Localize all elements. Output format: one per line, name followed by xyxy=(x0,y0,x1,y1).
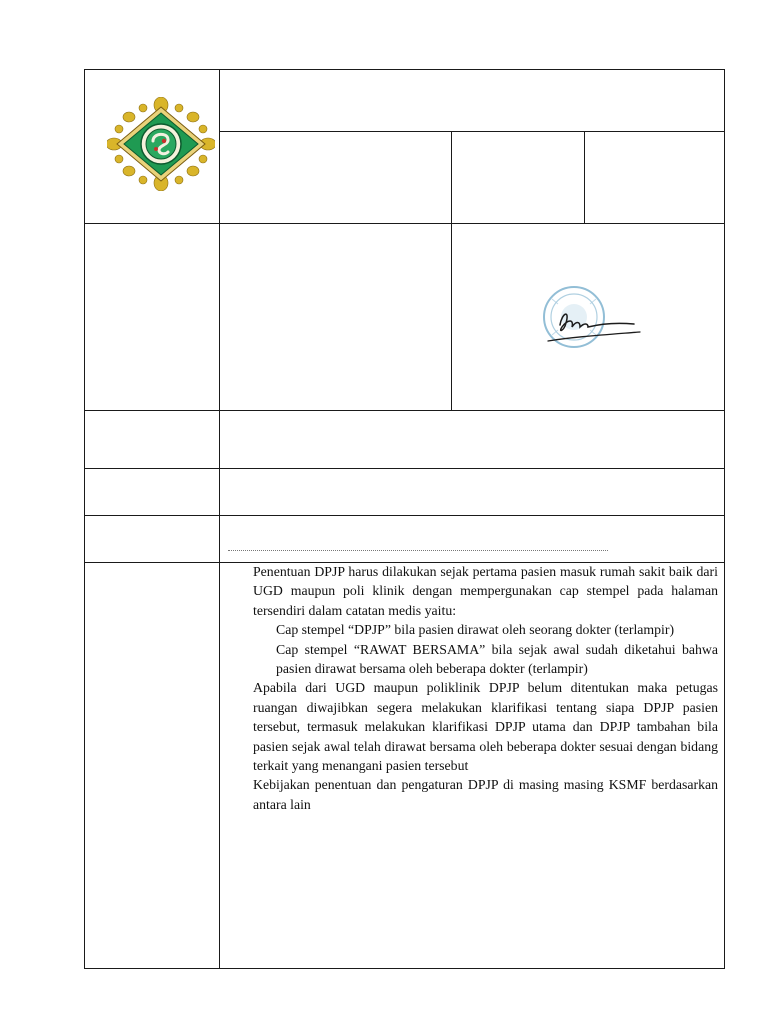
table-border-bottom xyxy=(84,968,725,969)
row-separator-3 xyxy=(84,468,725,469)
header-cell-divider-1 xyxy=(451,131,452,411)
policy-paragraph-3: Kebijakan penentuan dan pengaturan DPJP di masing masing KSMF berdasarkan antara lain xyxy=(253,777,718,812)
policy-paragraph-1: Penentuan DPJP harus dilakukan sejak pertama pasien masuk rumah sakit baik dari UGD maupun poli klinik dengan mempergunakan cap stempel pada halaman tersendiri dalam catatan medis yaitu: xyxy=(253,564,718,618)
row-separator-1 xyxy=(84,223,725,224)
policy-paragraph-2: Apabila dari UGD maupun poliklinik DPJP belum ditentukan maka petugas ruangan diwajibkan segera melakukan klarifikasi tentang siapa DPJP pasien tersebut, termasuk melakukan klarifikasi DPJP utama dan DPJP tambahan bila pasien sejak awal telah dirawat bersama oleh beberapa dokter sesuai dengan bidang terkait yang menangani pasien tersebut xyxy=(253,680,718,774)
policy-subitem-1: Cap stempel “DPJP” bila pasien dirawat oleh seorang dokter (terlampir) xyxy=(276,622,675,638)
label-column-divider xyxy=(219,69,220,969)
header-cell-divider-2 xyxy=(584,131,585,223)
table-border-top xyxy=(84,69,725,70)
policy-subitem-2: Cap stempel “RAWAT BERSAMA” bila sejak awal sudah diketahui bahwa pasien dirawat bersama oleh beberapa dokter (terlampir) xyxy=(276,641,718,677)
approval-stamp-signature-icon xyxy=(522,275,652,367)
row-separator-4 xyxy=(84,515,725,516)
policy-content xyxy=(253,562,718,814)
title-row-divider xyxy=(219,131,725,132)
table-border-left xyxy=(84,69,85,969)
table-border-right xyxy=(724,69,725,969)
row-separator-2 xyxy=(84,410,725,411)
hospital-emblem-icon xyxy=(107,97,215,191)
dotted-separator xyxy=(228,550,608,551)
